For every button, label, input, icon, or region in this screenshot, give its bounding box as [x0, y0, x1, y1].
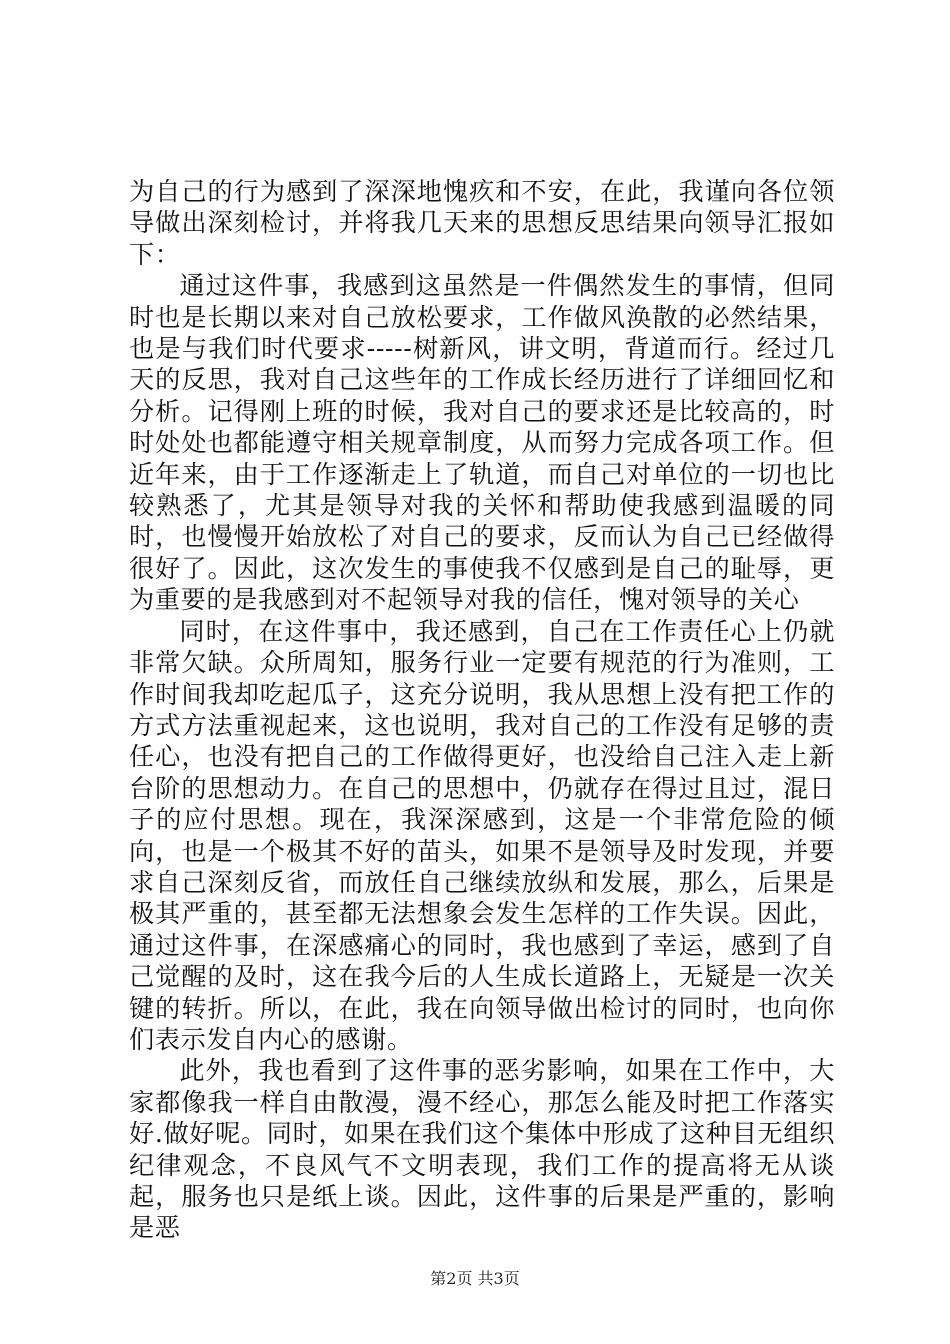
page-number-label: 第2页 共3页: [430, 1269, 520, 1288]
paragraph-intro: 为自己的行为感到了深深地愧疚和不安，在此，我谨向各位领导做出深刻检讨，并将我几天来的思想反思结果向领导汇报如下：: [129, 177, 835, 269]
paragraph-impact: 此外，我也看到了这件事的恶劣影响，如果在工作中，大家都像我一样自由散漫，漫不经心，那怎么能及时把工作落实好.做好呢。同时，如果在我们这个集体中形成了这种目无组织纪律观念，不良风气不文明表现，我们工作的提高将无从谈起，服务也只是纸上谈。因此，这件事的后果是严重的，影响是恶: [129, 1056, 835, 1243]
document-body: [129, 176, 835, 1244]
page-footer: [0, 1266, 950, 1289]
paragraph-responsibility: 同时，在这件事中，我还感到，自己在工作责任心上仍就非常欠缺。众所周知，服务行业一定要有规范的行为准则，工作时间我却吃起瓜子，这充分说明，我从思想上没有把工作的方式方法重视起来，这也说明，我对自己的工作没有足够的责任心，也没有把自己的工作做得更好，也没给自己注入走上新台阶的思想动力。在自己的思想中，仍就存在得过且过，混日子的应付思想。现在，我深深感到，这是一个非常危险的倾向，也是一个极其不好的苗头，如果不是领导及时发现，并要求自己深刻反省，而放任自己继续放纵和发展，那么，后果是极其严重的，甚至都无法想象会发生怎样的工作失误。因此，通过这件事，在深感痛心的同时，我也感到了幸运，感到了自己觉醒的及时，这在我今后的人生成长道路上，无疑是一次关键的转折。所以，在此，我在向领导做出检讨的同时，也向你们表示发自内心的感谢。: [129, 616, 835, 1054]
paragraph-reflection: 通过这件事，我感到这虽然是一件偶然发生的事情，但同时也是长期以来对自己放松要求，工作做风涣散的必然结果，也是与我们时代要求-----树新风，讲文明，背道而行。经过几天的反思，我对自己这些年的工作成长经历进行了详细回忆和分析。记得刚上班的时候，我对自己的要求还是比较高的，时时处处也都能遵守相关规章制度，从而努力完成各项工作。但近年来，由于工作逐渐走上了轨道，而自己对单位的一切也比较熟悉了，尤其是领导对我的关怀和帮助使我感到温暖的同时，也慢慢开始放松了对自己的要求，反而认为自己已经做得很好了。因此，这次发生的事使我不仅感到是自己的耻辱，更为重要的是我感到对不起领导对我的信任，愧对领导的关心: [129, 271, 835, 615]
